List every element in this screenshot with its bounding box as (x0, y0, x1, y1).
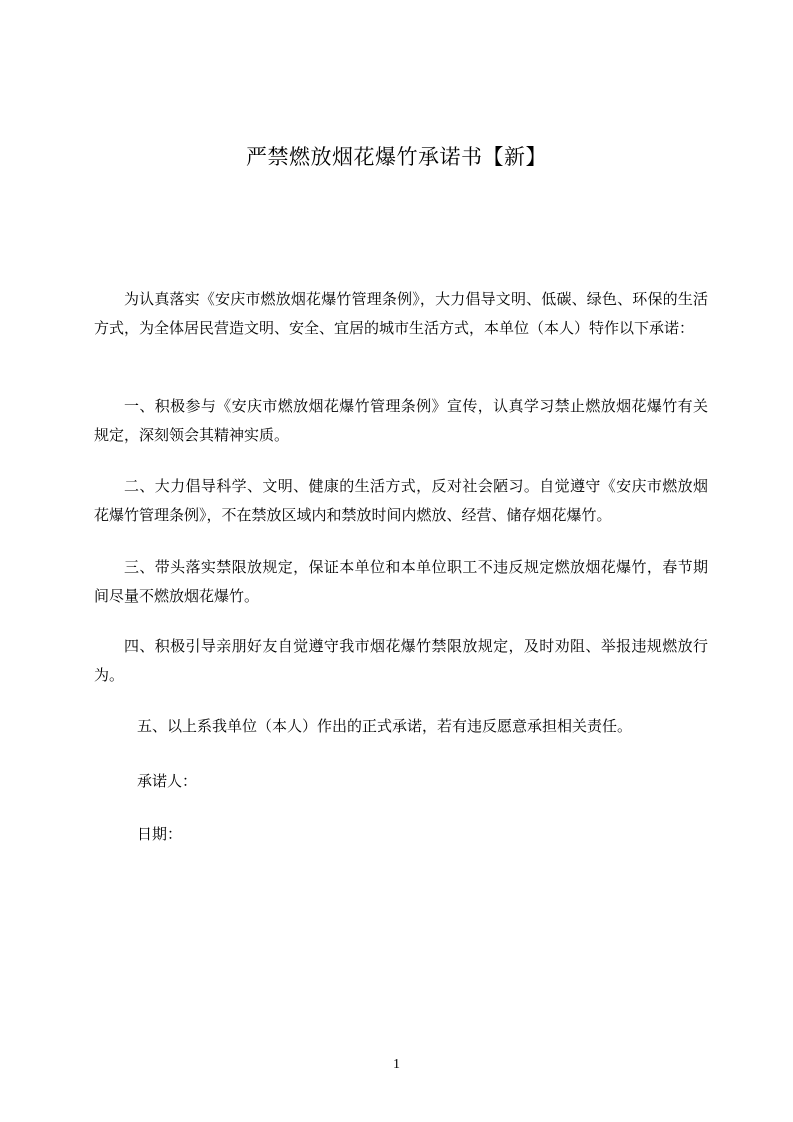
page-number: 1 (393, 1057, 400, 1072)
intro-paragraph: 为认真落实《安庆市燃放烟花爆竹管理条例》，大力倡导文明、低碳、绿色、环保的生活方式，为全体居民营造文明、安全、宜居的城市生活方式，本单位（本人）特作以下承诺： (94, 290, 708, 337)
document-title: 严禁燃放烟花爆竹承诺书【新】 (246, 145, 547, 169)
date-label: 日期： (137, 825, 183, 843)
commitment-item-3: 三、带头落实禁限放规定，保证本单位和本单位职工不违反规定燃放烟花爆竹，春节期间尽量不燃放烟花爆竹。 (94, 558, 708, 605)
commitment-item-2: 二、大力倡导科学、文明、健康的生活方式，反对社会陋习。自觉遵守《安庆市燃放烟花爆竹管理条例》，不在禁放区域内和禁放时间内燃放、经营、储存烟花爆竹。 (94, 477, 708, 524)
commitment-item-1: 一、积极参与《安庆市燃放烟花爆竹管理条例》宣传，认真学习禁止燃放烟花爆竹有关规定，深刻领会其精神实质。 (94, 397, 708, 444)
signer-label: 承诺人： (137, 772, 198, 790)
commitment-item-4: 四、积极引导亲朋好友自觉遵守我市烟花爆竹禁限放规定，及时劝阻、举报违规燃放行为。 (94, 637, 708, 684)
commitment-item-5: 五、以上系我单位（本人）作出的正式承诺，若有违反愿意承担相关责任。 (137, 717, 633, 735)
